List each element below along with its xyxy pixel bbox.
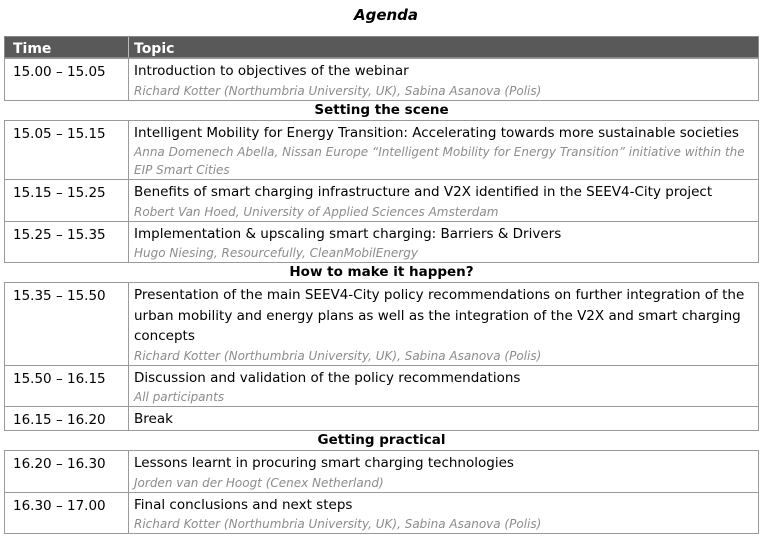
topic-cell [129, 222, 758, 263]
topic-cell [129, 366, 758, 407]
table-row [5, 365, 758, 407]
time-cell: 15.50 – 16.15 [5, 366, 129, 407]
speaker-text: Richard Kotter (Northumbria University, UK), Sabina Asanova (Polis) [134, 517, 542, 531]
time-cell: 15.00 – 15.05 [5, 59, 129, 100]
time-cell: 15.05 – 15.15 [5, 121, 129, 180]
time-cell: 15.15 – 15.25 [5, 180, 129, 221]
topic-title: Final conclusions and next steps [134, 496, 353, 513]
agenda-block [4, 282, 759, 431]
table-row [5, 58, 758, 100]
topic-title: Implementation & upscaling smart charging: Barriers & Drivers [134, 225, 562, 242]
topic-title: Break [134, 411, 173, 427]
topic-cell [129, 451, 758, 492]
agenda-block [4, 120, 759, 264]
topic-cell [129, 180, 758, 221]
table-row [5, 221, 758, 263]
section-heading: Getting practical [317, 432, 446, 448]
speaker-text: Jorden van der Hoogt (Cenex Netherland) [134, 475, 384, 490]
time-cell: 15.35 – 15.50 [5, 283, 129, 365]
table-row [5, 450, 758, 492]
topic-title: Lessons learnt in procuring smart charging technologies [134, 455, 514, 471]
time-cell: 15.25 – 15.35 [5, 222, 129, 263]
agenda-body [4, 58, 759, 534]
topic-cell [129, 283, 758, 365]
speaker-text: Richard Kotter (Northumbria University, UK), Sabina Asanova (Polis) [134, 83, 542, 98]
topic-cell [129, 59, 758, 100]
table-row [5, 406, 758, 430]
topic-title: Introduction to objectives of the webinar [134, 63, 409, 79]
speaker-text: Hugo Niesing, Resourcefully, CleanMobilEnergy [134, 246, 418, 260]
table-header [4, 36, 759, 58]
table-row [5, 492, 758, 534]
section-heading: How to make it happen? [289, 264, 474, 280]
speaker-text: All participants [134, 390, 225, 404]
topic-cell [129, 121, 758, 180]
topic-cell [129, 407, 758, 430]
speaker-text: Anna Domenech Abella, Nissan Europe “Intelligent Mobility for Energy Transition” initiative within the EIP Smart Cities [134, 145, 745, 177]
time-cell: 16.30 – 17.00 [5, 493, 129, 534]
topic-title: Intelligent Mobility for Energy Transition: Accelerating towards more sustainable societies [134, 124, 739, 141]
topic-title: Discussion and validation of the policy recommendations [134, 369, 521, 386]
time-cell: 16.20 – 16.30 [5, 451, 129, 492]
time-column-header: Time [5, 37, 129, 57]
agenda-title: Agenda [353, 6, 419, 24]
time-cell: 16.15 – 16.20 [5, 407, 129, 430]
topic-column-header: Topic [134, 41, 175, 57]
topic-cell [129, 493, 758, 534]
topic-title: Presentation of the main SEEV4-City policy recommendations on further integration of the urban mobility and energy plans as well as the integration of the V2X and smart charging concepts [134, 287, 745, 344]
topic-title: Benefits of smart charging infrastructure and V2X identified in the SEEV4-City project [134, 184, 713, 200]
speaker-text: Robert Van Hoed, University of Applied Sciences Amsterdam [134, 204, 499, 219]
speaker-text: Richard Kotter (Northumbria University, UK), Sabina Asanova (Polis) [134, 348, 542, 363]
section-heading: Setting the scene [314, 101, 449, 118]
table-row [5, 120, 758, 180]
table-row [5, 179, 758, 221]
table-row [5, 282, 758, 365]
agenda-block [4, 450, 759, 534]
agenda-block [4, 58, 759, 101]
agenda-table [4, 36, 759, 534]
